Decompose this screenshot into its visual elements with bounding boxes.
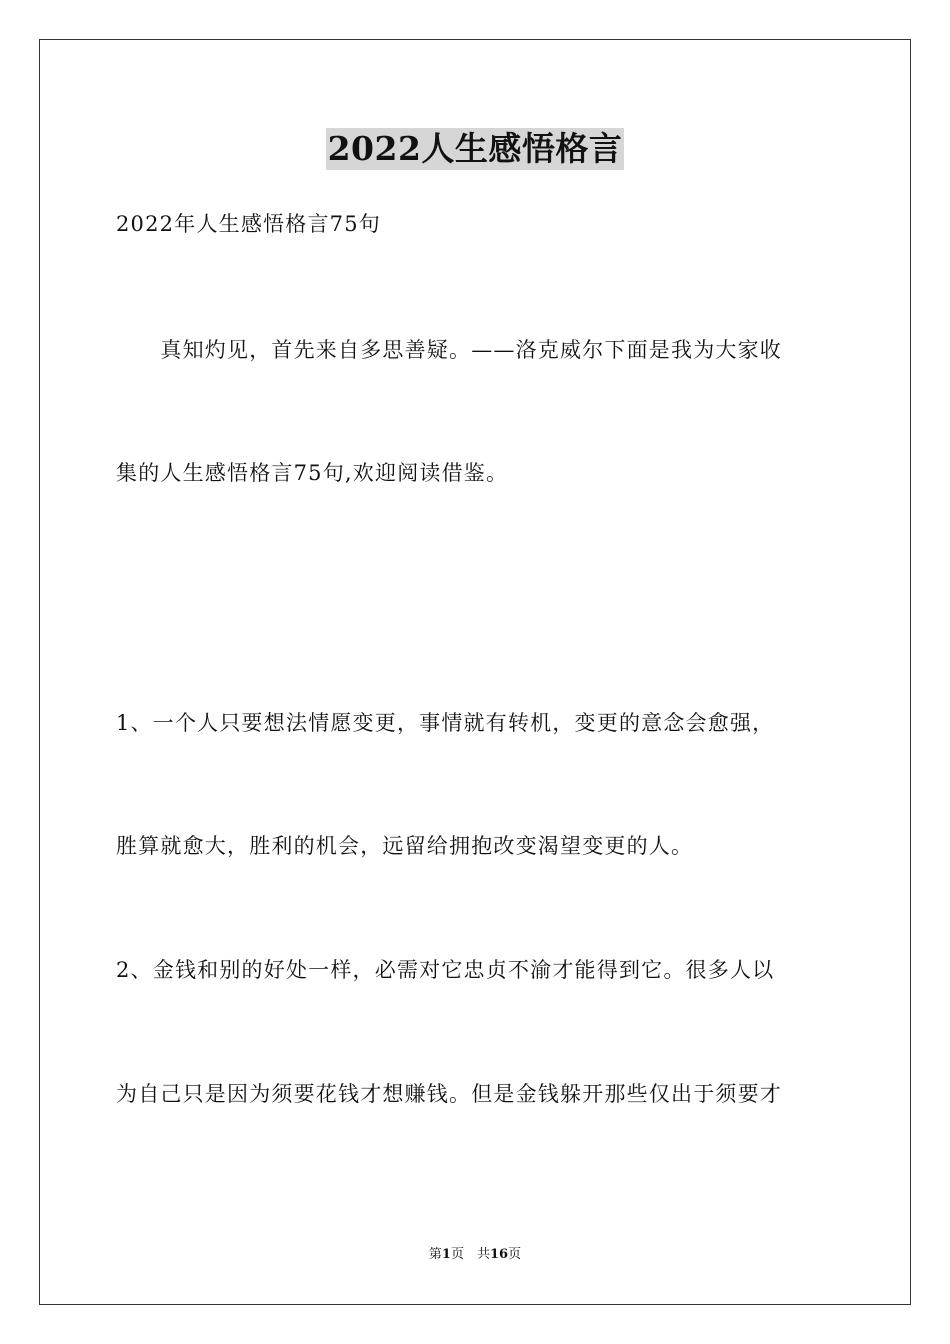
footer-page-current: 1 — [441, 1247, 451, 1262]
paragraph-line-5: 2、金钱和别的好处一样，必需对它忠贞不渝才能得到它。很多人以 — [116, 958, 775, 982]
footer-page-mid: 页 共 — [450, 1247, 490, 1262]
paragraph-line-1: 真知灼见，首先来自多思善疑。——洛克威尔下面是我为大家收 — [116, 338, 782, 362]
paragraph-line-3: 1、一个人只要想法情愿变更，事情就有转机，变更的意念会愈强， — [116, 711, 775, 735]
footer-page-total: 16 — [489, 1247, 509, 1262]
document-subtitle: 2022年人生感悟格言75句 — [116, 212, 381, 236]
paragraph-line-6: 为自己只是因为须要花钱才想赚钱。但是金钱躲开那些仅出于须要才 — [116, 1082, 782, 1106]
paragraph-line-4: 胜算就愈大，胜利的机会，远留给拥抱改变渴望变更的人。 — [116, 834, 694, 858]
document-title: 2022人生感悟格言 — [327, 129, 623, 168]
footer-page-suffix: 页 — [508, 1247, 522, 1262]
paragraph-line-2: 集的人生感悟格言75句,欢迎阅读借鉴。 — [116, 461, 509, 485]
title-container — [0, 128, 950, 170]
footer-page-prefix: 第 — [428, 1247, 442, 1262]
page-footer — [0, 1246, 950, 1264]
